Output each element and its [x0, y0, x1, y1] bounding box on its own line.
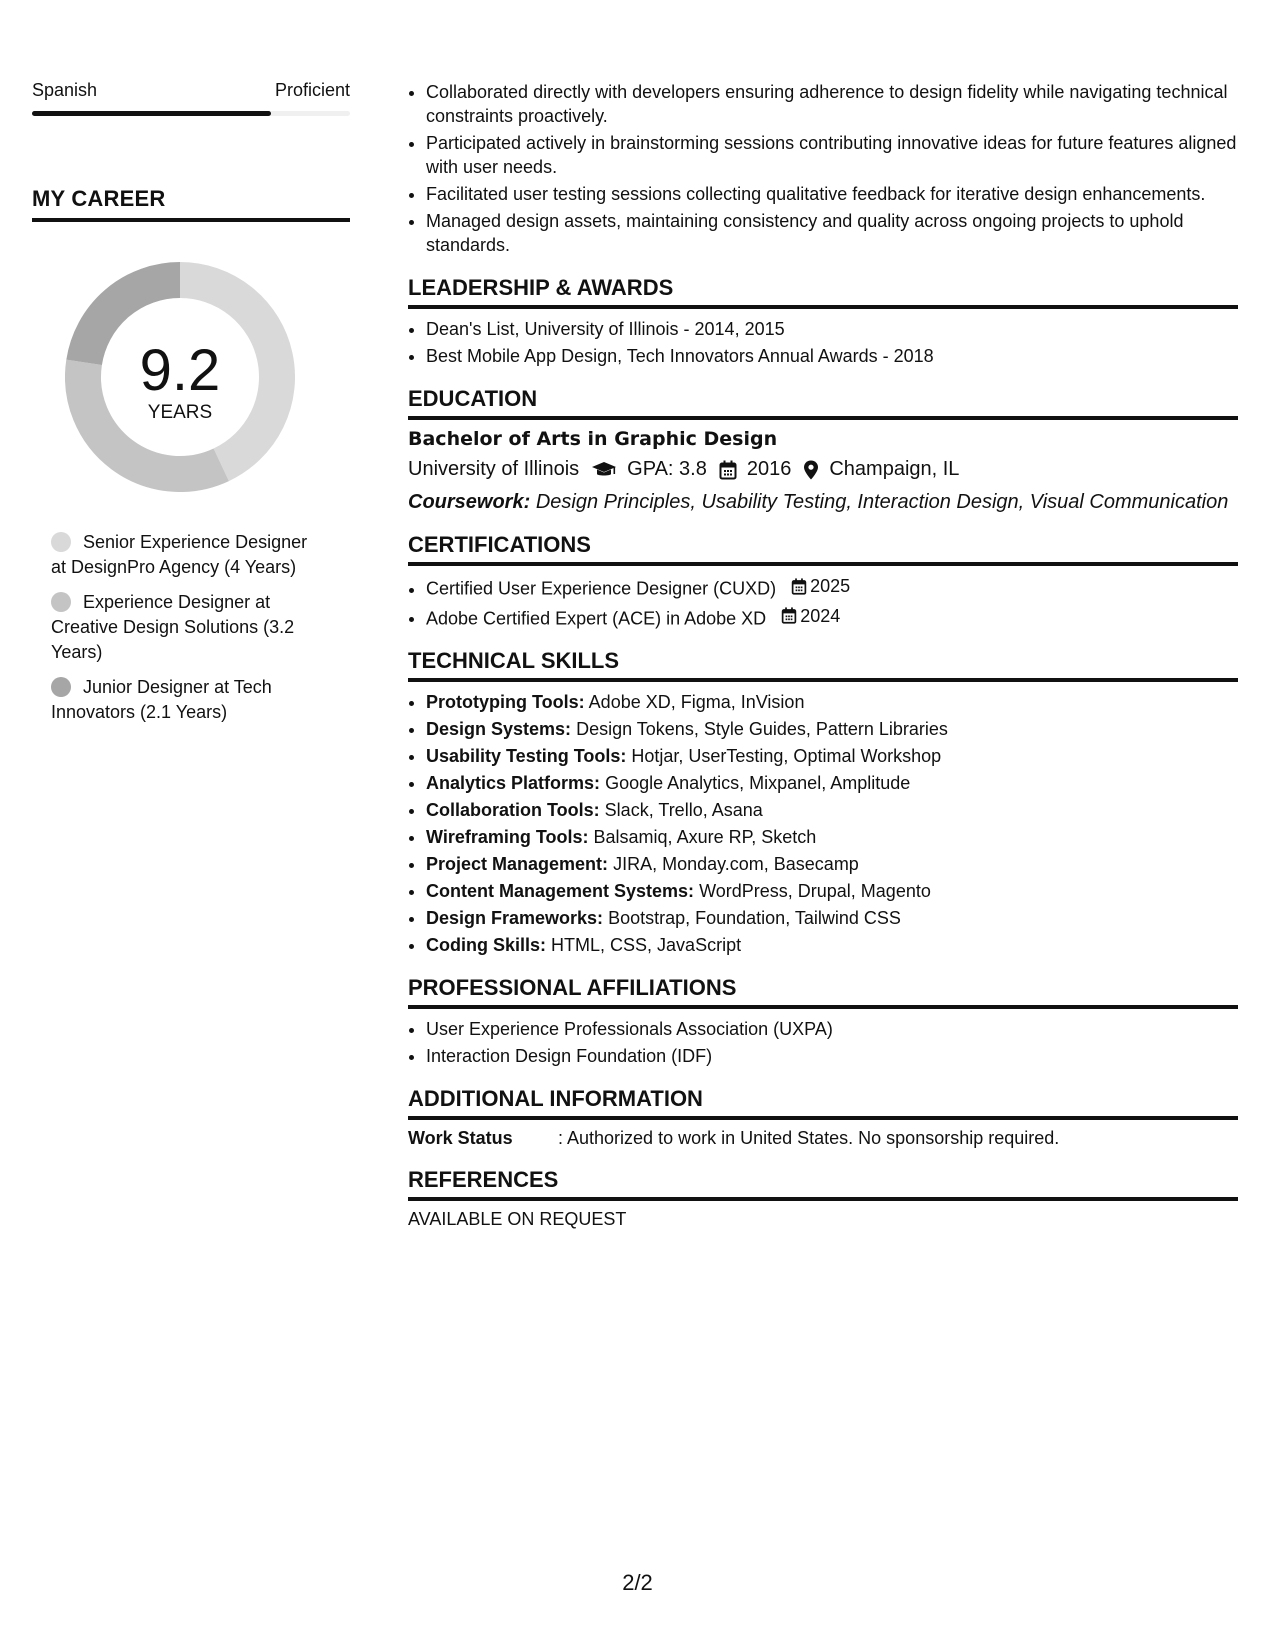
education-heading: EDUCATION	[408, 386, 1238, 420]
list-item: • Facilitated user testing sessions collecting qualitative feedback for iterative design enhancements.	[426, 182, 1238, 206]
references-heading: REFERENCES	[408, 1167, 1238, 1201]
list-item	[426, 574, 1238, 601]
work-status-label: Work Status	[408, 1128, 513, 1148]
sidebar	[32, 80, 350, 735]
education-coursework	[408, 491, 1238, 514]
main-content	[408, 80, 1238, 1230]
location-pin-icon	[803, 460, 819, 480]
skills-list	[408, 690, 1238, 957]
calendar-icon	[791, 578, 807, 595]
list-item	[426, 604, 1238, 631]
legend-dot-icon	[51, 677, 71, 697]
list-item: • Dean's List, University of Illinois - 2014, 2015	[426, 317, 1238, 341]
affiliations-list	[408, 1017, 1238, 1068]
education-degree: Bachelor of Arts in Graphic Design	[408, 428, 778, 450]
career-heading: MY CAREER	[32, 186, 350, 222]
awards-list	[408, 317, 1238, 368]
language-proficiency-bar	[32, 111, 350, 116]
education-location: Champaign, IL	[829, 458, 960, 480]
career-total-unit: YEARS	[147, 402, 213, 423]
list-item: • User Experience Professionals Association (UXPA)	[426, 1017, 1238, 1041]
calendar-icon	[719, 460, 737, 480]
skills-heading: TECHNICAL SKILLS	[408, 648, 1238, 682]
graduation-cap-icon	[591, 461, 617, 479]
certification-name: Adobe Certified Expert (ACE) in Adobe XD	[426, 608, 767, 628]
legend-label: Senior Experience Designer at DesignPro Agency (4 Years)	[51, 532, 308, 577]
list-item: • Coding Skills: HTML, CSS, JavaScript	[426, 933, 1238, 957]
work-status-value: : Authorized to work in United States. No sponsorship required.	[558, 1128, 1060, 1148]
list-item: • Wireframing Tools: Balsamiq, Axure RP, Sketch	[426, 825, 1238, 849]
page-number: 2/2	[622, 1570, 653, 1595]
certifications-list	[408, 574, 1238, 630]
work-status-row	[408, 1128, 1238, 1149]
legend-dot-icon	[51, 592, 71, 612]
education-year: 2016	[746, 458, 792, 480]
list-item: • Project Management: JIRA, Monday.com, Basecamp	[426, 852, 1238, 876]
education-gpa: GPA: 3.8	[627, 458, 707, 480]
career-legend	[51, 530, 321, 725]
list-item: • Content Management Systems: WordPress, Drupal, Magento	[426, 879, 1238, 903]
language-row	[32, 80, 350, 101]
legend-dot-icon	[51, 532, 71, 552]
list-item: • Usability Testing Tools: Hotjar, UserTesting, Optimal Workshop	[426, 744, 1238, 768]
list-item: • Interaction Design Foundation (IDF)	[426, 1044, 1238, 1068]
list-item: • Design Systems: Design Tokens, Style Guides, Pattern Libraries	[426, 717, 1238, 741]
awards-heading: LEADERSHIP & AWARDS	[408, 275, 1238, 309]
list-item: • Collaboration Tools: Slack, Trello, Asana	[426, 798, 1238, 822]
list-item: • Design Frameworks: Bootstrap, Foundation, Tailwind CSS	[426, 906, 1238, 930]
certification-year: 2024	[781, 604, 840, 628]
legend-label: Junior Designer at Tech Innovators (2.1 Years)	[51, 677, 272, 722]
calendar-icon	[781, 607, 797, 624]
language-proficiency-fill	[32, 111, 271, 116]
list-item: • Managed design assets, maintaining consistency and quality across ongoing projects to uphold standards.	[426, 209, 1238, 257]
certification-name: Certified User Experience Designer (CUXD)	[426, 578, 777, 599]
career-legend-item	[51, 675, 321, 725]
career-donut-chart	[65, 262, 295, 492]
education-school: University of Illinois	[408, 458, 580, 480]
language-name: Spanish	[32, 80, 98, 100]
list-item: • Analytics Platforms: Google Analytics, Mixpanel, Amplitude	[426, 771, 1238, 795]
references-text: AVAILABLE ON REQUEST	[408, 1209, 627, 1229]
list-item: • Participated actively in brainstorming sessions contributing innovative ideas for future features aligned with user needs.	[426, 131, 1238, 179]
education-meta	[408, 458, 1238, 481]
career-total-years: 9.2	[139, 338, 221, 403]
certifications-heading: CERTIFICATIONS	[408, 532, 1238, 566]
affiliations-heading: PROFESSIONAL AFFILIATIONS	[408, 975, 1238, 1009]
additional-info-heading: ADDITIONAL INFORMATION	[408, 1086, 1238, 1120]
list-item: • Prototyping Tools: Adobe XD, Figma, InVision	[426, 690, 1238, 714]
coursework-label: Coursework:	[408, 491, 531, 513]
list-item: • Best Mobile App Design, Tech Innovators Annual Awards - 2018	[426, 344, 1238, 368]
language-level: Proficient	[274, 80, 350, 100]
legend-label: Experience Designer at Creative Design Solutions (3.2 Years)	[51, 592, 295, 662]
certification-year: 2025	[791, 574, 850, 598]
career-legend-item	[51, 530, 321, 580]
list-item: • Collaborated directly with developers ensuring adherence to design fidelity while navigating technical constraints proactively.	[426, 80, 1238, 128]
coursework-text: Design Principles, Usability Testing, Interaction Design, Visual Communication	[535, 491, 1229, 513]
career-legend-item	[51, 590, 321, 665]
experience-bullets	[408, 80, 1238, 257]
